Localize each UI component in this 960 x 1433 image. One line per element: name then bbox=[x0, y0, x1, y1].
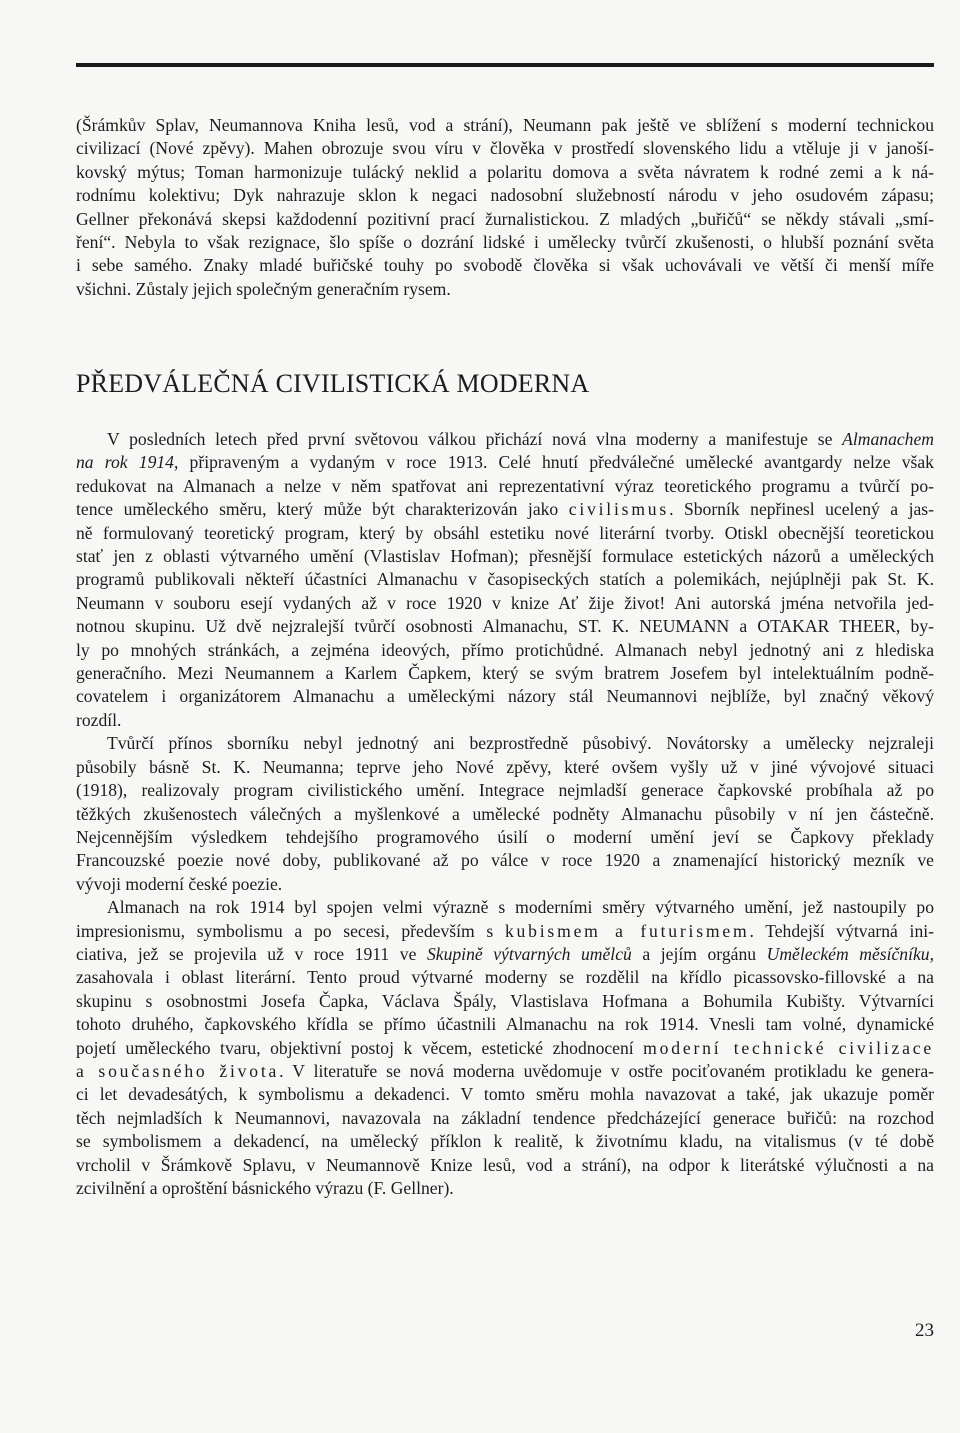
spaced-term: kubismem bbox=[504, 920, 601, 941]
text-line: rodnímu kolektivu; Dyk nahrazuje sklon k negaci nadosobní služebností národu v jeho osudovém zápasu; bbox=[76, 185, 934, 206]
text-line: Francouzské poezie nové doby, publikované až po válce v roce 1920 a znamenající historický mezník ve bbox=[76, 850, 934, 871]
text-line bbox=[76, 451, 934, 474]
text-line: vrcholil v Šrámkově Splavu, v Neumannově Knize lesů, vod a strání), na odpor k literátské výlučnosti a na bbox=[76, 1154, 934, 1175]
text-line bbox=[76, 943, 934, 966]
spaced-term: futurismem bbox=[640, 920, 750, 941]
text-line: ně formulovaný teoretický program, který by obsáhl estetiku nové literární tvorby. Otiskl obecnější teoretickou bbox=[76, 522, 934, 543]
text-line bbox=[76, 498, 934, 521]
text-line: rozdíl. bbox=[76, 709, 122, 730]
text-line: ly po mnohých stránkách, a zejména ideových, přímo protichůdné. Almanach nebyl jednotný ani z hlediska bbox=[76, 639, 934, 660]
text-line: ření“. Nebyla to však rezignace, šlo spíše o dozrání lidské i umělecky tvůrčí zkušenosti, o hlubší poznání světa bbox=[76, 232, 934, 253]
text-run: . Sborník nepřinesl ucelený a jas- bbox=[669, 499, 934, 520]
spaced-term: moderní technické civilizace bbox=[643, 1037, 934, 1058]
italic-title: Uměleckém měsíčníku, bbox=[766, 943, 934, 964]
text-run: , připraveným a vydaným v roce 1913. Celé hnutí předválečné umělecké avantgardy nelze však bbox=[173, 452, 934, 473]
text-line: zcivilnění a oproštění básnického výrazu (F. Gellner). bbox=[76, 1178, 454, 1198]
section-body bbox=[76, 428, 934, 1200]
text-line: redukovat na Almanach a nelze v něm spatřovat ani reprezentativní výraz teoretického programu a tvůrčí po- bbox=[76, 475, 934, 496]
text-line bbox=[76, 1037, 934, 1060]
text-line: těch nejmladších k Neumannovi, navazovala na základní tendence předcházející generace buřičů: na rozchod bbox=[76, 1107, 934, 1128]
italic-title: Skupině výtvarných umělců bbox=[426, 943, 632, 964]
text-line: (1918), realizovaly program civilistického umění. Integrace nejmladší generace čapkovské probíhala až po bbox=[76, 780, 934, 801]
italic-title: na rok 1914 bbox=[76, 452, 174, 473]
text-line: skupinu s osobnostmi Josefa Čapka, Václava Špály, Vlastislava Hofmana a Bohumila Kubišty. Výtvarníci bbox=[76, 990, 934, 1011]
section-heading: PŘEDVÁLEČNÁ CIVILISTICKÁ MODERNA bbox=[76, 369, 590, 398]
text-line: Nejcennějším výsledkem tehdejšího programového úsilí o moderní umění jeví se Čapkovy překlady bbox=[76, 826, 934, 847]
text-run: V posledních letech před první světovou válkou přichází nová vlna moderny a manifestuje se bbox=[107, 429, 843, 449]
text-line: i sebe samého. Znaky mladé buřičské touhy po svobodě člověka si však uchovávali ve větší či menší míře bbox=[76, 255, 934, 276]
text-run: . V literatuře se nová moderna uvědomuje v ostře pociťovaném protikladu ke genera- bbox=[279, 1060, 934, 1081]
text-line: civilizací (Nové zpěvy). Mahen obrozuje svou víru v člověka v prostředí slovenského lidu a vtěluje ji v janoší- bbox=[76, 138, 934, 159]
italic-title: Almanachem bbox=[842, 429, 934, 449]
text-line: Almanach na rok 1914 byl spojen velmi výrazně s moderními směry výtvarného umění, jež nastoupily po bbox=[107, 897, 934, 918]
text-line: kovský mýtus; Toman harmonizuje tulácký neklid a polaritu domova a světa návratem k rodné zemi a k ná- bbox=[76, 161, 934, 182]
text-line: zasahovala i oblast literární. Tento proud výtvarné moderny se rozdělil na křídlo picassovsko-fillovské a na bbox=[76, 967, 934, 988]
text-run: a bbox=[600, 920, 641, 941]
text-line: covatelem i organizátorem Almanachu a uměleckými názory stál Neumannovi nejblíže, byl značný věkový bbox=[76, 686, 934, 707]
text-line: ci let devadesátých, k symbolismu a dekadenci. V tomto směru mohla navazovat a také, jak ukazuje poměr bbox=[76, 1084, 934, 1105]
top-rule bbox=[76, 63, 934, 67]
intro-paragraph bbox=[76, 114, 934, 301]
text-line: stať jen z oblasti výtvarného umění (Vlastislav Hofman); přesnější formulace estetických názorů a uměleckých bbox=[76, 546, 934, 567]
text-line: tohoto druhého, čapkovského křídla se přímo účastnili Almanachu na rok 1914. Vnesli tam volné, dynamické bbox=[76, 1014, 934, 1035]
text-line: se symbolismem a dekadencí, na umělecký příklon k realitě, k životnímu kladu, na vitalismus (v té době bbox=[76, 1131, 934, 1152]
text-line: (Šrámkův Splav, Neumannova Kniha lesů, vod a strání), Neumann pak ještě ve sblížení s moderní technickou bbox=[76, 115, 934, 135]
text-run: impresionismu, symbolismu a po secesi, především s bbox=[76, 920, 505, 941]
text-line: notnou skupinu. Už dvě nejzralejší tvůrčí osobnosti Almanachu, ST. K. NEUMANN a OTAKAR THEER, by- bbox=[76, 616, 934, 637]
text-line: Neumann v souboru esejí vydaných až v roce 1920 v knize Ať žije život! Ani autorská jména netvořila jed- bbox=[76, 592, 934, 613]
text-line bbox=[76, 1060, 934, 1083]
text-line: Tvůrčí přínos sborníku nebyl jednotný ani bezprostředně působivý. Novátorsky a umělecky nejzraleji bbox=[107, 733, 934, 754]
text-line: generačního. Mezi Neumannem a Karlem Čapkem, který se svým bratrem Josefem byl intelektuálním podně- bbox=[76, 663, 934, 684]
text-line: působily básně St. K. Neumanna; teprve jeho Nové zpěvy, které ovšem vyšly už v jiné vývojové situaci bbox=[76, 756, 934, 777]
text-run: a jejím orgánu bbox=[631, 943, 767, 964]
text-line: všichni. Zůstaly jejich společným generačním rysem. bbox=[76, 278, 451, 299]
spaced-term: a současného života bbox=[76, 1060, 280, 1081]
text-line: těžkých zkušenostech válečných a myšlenkové a umělecké podněty Almanachu působily v ní jen částečně. bbox=[76, 803, 934, 824]
text-run: . Tehdejší výtvarná ini- bbox=[749, 920, 934, 941]
text-line: Gellner překonává skepsi každodenní pozitivní prací žurnalistickou. Z mladých „buřičů“ se někdy stávali „smí- bbox=[76, 208, 934, 229]
text-line bbox=[76, 428, 934, 451]
text-line bbox=[76, 920, 934, 943]
spaced-term: civilismus bbox=[568, 499, 670, 520]
text-run: tence uměleckého směru, který může být charakterizován jako bbox=[76, 499, 569, 520]
text-line: vývoji moderní české poezie. bbox=[76, 873, 283, 894]
page-number: 23 bbox=[915, 1320, 934, 1341]
text-run: ciativa, jež se projevila už v roce 1911 ve bbox=[76, 943, 427, 964]
text-line: programů publikovali někteří účastníci Almanachu v časopiseckých statích a polemikách, nejúplněji pak St. K. bbox=[76, 569, 934, 590]
text-run: pojetí uměleckého tvaru, objektivní postoj k věcem, estetické zhodnocení bbox=[76, 1037, 644, 1058]
